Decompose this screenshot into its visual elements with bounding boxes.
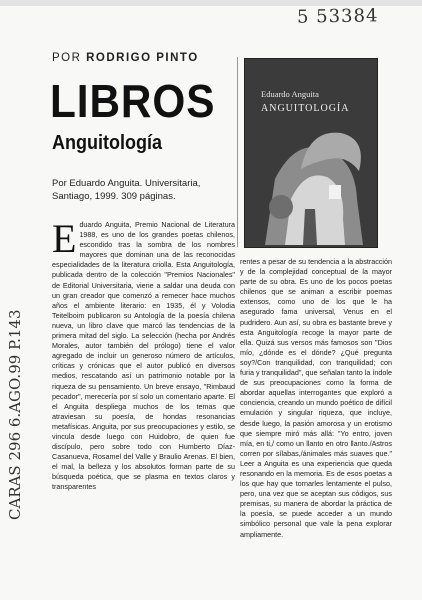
drop-cap: E [52,220,77,261]
handwritten-margin-note: CARAS 296 6.AGO.99 P.143 [6,309,24,520]
article-column-2 [240,257,392,592]
cover-title: ANGUITOLOGÍA [261,103,350,114]
book-cover-image [244,58,378,248]
byline-prefix: POR [52,52,82,64]
column-2-text: rentes a pesar de su tendencia a la abstracción y de la complejidad conceptual de la mayor parte de su obra. Es uno de los pocos poetas chilenos que se animan a escribir poemas extensos, como uno de los que le ha asegurado fama universal, Venus en el pudridero. Aun así, su obra es bastante breve y esta Anguitología recoge la mayor parte de ella. Quizá sus versos más famosos son "Dios mío, ¿dónde es el dónde? ¿Qué pregunta soy?/Con tranquilidad, con tranquilidad; con furia y tranquilidad", que señalan tanto la índole de sus preocupaciones como la forma de abordar aquellas interrogantes que exploró a conciencia, creando un mundo poético de difícil emulación y singular riqueza, que incluye, desde luego, la pasión amorosa y un erotismo que siempre miró más allá: "Yo entro, joven mía, en ti,/ como un llanto en otro llanto./Astros corren por sílabas,/ánimales más suaves que." Leer a Anguita es una experiencia que queda resonando en la memoria. Es de esos poetas a los que hay que tornarles lentamente el pulso, pero, una vez que se aceptan sus códigos, sus premisas, su manera de abordar la práctica de la poesía, se puede acceder a un mundo simbólico personal que vale la pena explorar ampliamente. [240,257,392,539]
column-1-text: duardo Anguita, Premio Nacional de Literatura 1988, es uno de los grandes poetas chilenos, escondido tras la sombra de los nombres mayores que dominan una de las reconocidas especialidades de la literatura criolla. Esta Anguitología, publicada dentro de la colección "Premios Nacionales" de Editorial Universitaria, viene a saldar una deuda con un gran creador que comenzó a remecer hace muchos años el ambiente literario: en 1935, él y Volodia Teitelboim publicaron su Antología de la poesía chilena nueva, un libro clave que marcó las tendencias de la primera mitad del siglo. La selección (hecha por Andrés Morales, autor también del prólogo) tiene el valor agregado de incluir un generoso número de artículos, críticas y crónicas que el autor publicó en diversos medios, rescatando así un patrimonio notable por la riqueza de su pensamiento. Un breve ensayo, "Rimbaud pecador", merecería por sí solo un comentario aparte. El el Anguita despliega muchos de los temas que atraviesan su poesía, de hondas resonancias metafísicas. Anguita, por sus preocupaciones y estilo, se vincula desde luego con Huidobro, de quien fue discípulo, pero sobre todo con Humberto Díaz-Casanueva, Rosamel del Valle y Braulio Arenas. El bien, el mal, la belleza y los absolutos forman parte de su búsqueda poética, que se plasma en textos claros y transparentes [52,220,235,492]
handwritten-catalog-number: 5 53384 [296,5,379,28]
byline [52,52,199,64]
bibliographic-info: Por Eduardo Anguita. Universitaria, Santiago, 1999. 309 páginas. [52,178,201,202]
section-title: LIBROS [50,75,216,127]
column-divider [237,57,238,247]
article-column-1 [52,220,235,592]
article-headline: Anguitología [52,132,162,154]
cover-artwork [245,59,377,247]
byline-author: RODRIGO PINTO [86,52,199,64]
cover-author: Eduardo Anguita [261,89,319,99]
